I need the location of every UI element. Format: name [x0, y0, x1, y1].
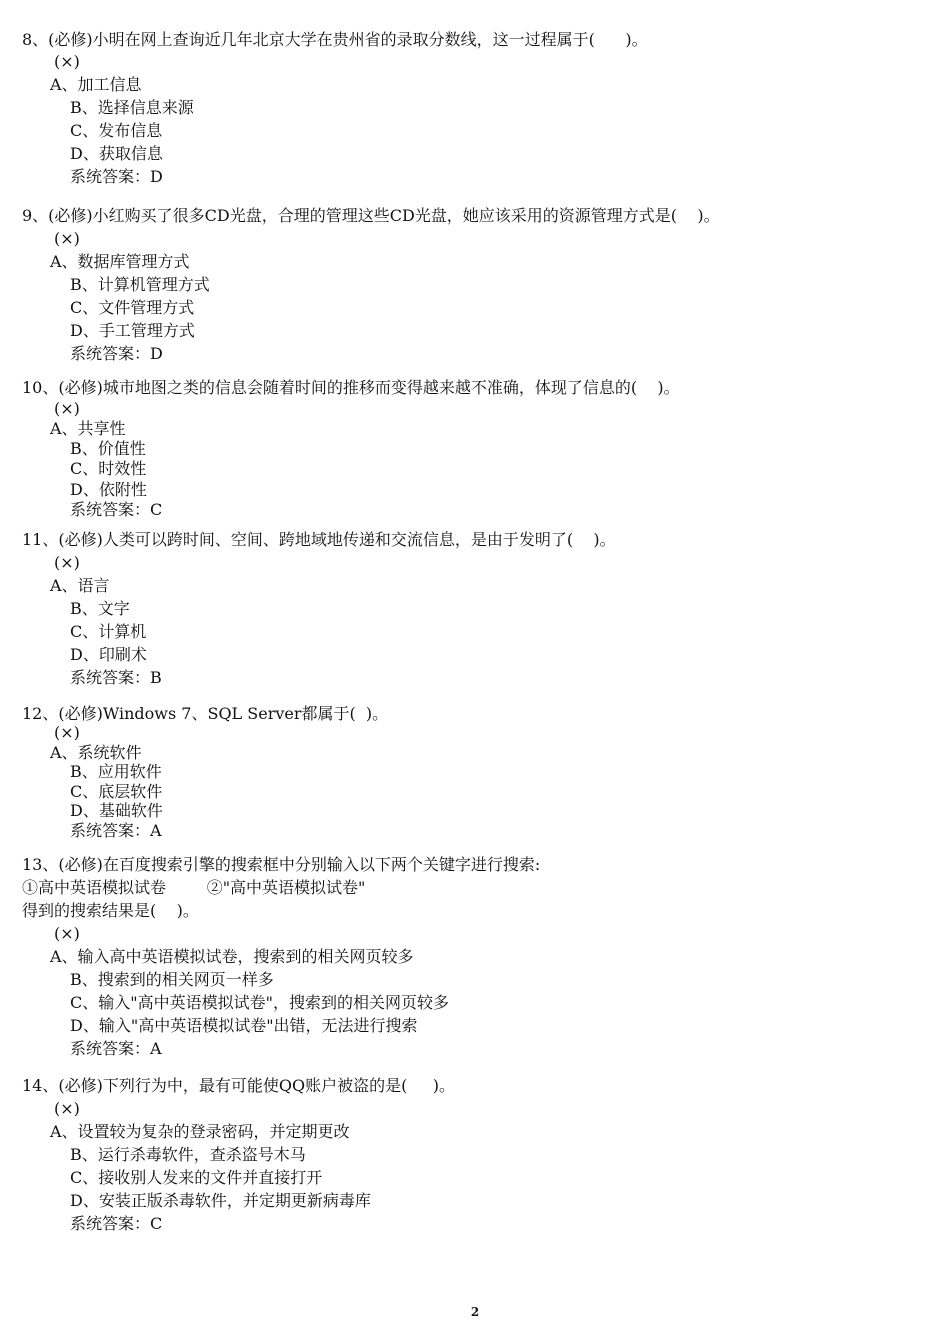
- option-d: D、印刷术: [70, 645, 147, 664]
- wrong-mark: (×): [54, 52, 80, 71]
- wrong-mark: (×): [54, 924, 80, 943]
- option-a: A、系统软件: [50, 743, 142, 762]
- option-a: A、设置较为复杂的登录密码，并定期更改: [50, 1122, 350, 1141]
- page-number: 2: [470, 1305, 480, 1319]
- option-c: C、底层软件: [70, 782, 163, 801]
- option-b: B、搜索到的相关网页一样多: [70, 970, 274, 989]
- option-c: C、文件管理方式: [70, 298, 195, 317]
- wrong-mark: (×): [54, 723, 80, 742]
- system-answer: 系统答案：C: [70, 1214, 163, 1233]
- system-answer: 系统答案：C: [70, 500, 163, 519]
- option-a: A、语言: [50, 576, 110, 595]
- option-a: A、数据库管理方式: [50, 252, 190, 271]
- question-title: 13、(必修)在百度搜索引擎的搜索框中分别输入以下两个关键字进行搜索:: [22, 855, 541, 874]
- question-title: 11、(必修)人类可以跨时间、空间、跨地域地传递和交流信息，是由于发明了( )。: [22, 530, 616, 549]
- option-c: C、发布信息: [70, 121, 163, 140]
- question-title: 10、(必修)城市地图之类的信息会随着时间的推移而变得越来越不准确，体现了信息的( )。: [22, 378, 680, 397]
- option-c: C、输入"高中英语模拟试卷"，搜索到的相关网页较多: [70, 993, 449, 1012]
- question-title: 9、(必修)小红购买了很多CD光盘，合理的管理这些CD光盘，她应该采用的资源管理方式是( )。: [22, 206, 720, 225]
- question-title: 8、(必修)小明在网上查询近几年北京大学在贵州省的录取分数线，这一过程属于( )。: [22, 30, 648, 49]
- system-answer: 系统答案：A: [70, 821, 162, 840]
- option-d: D、依附性: [70, 480, 147, 499]
- option-c: C、计算机: [70, 622, 147, 641]
- wrong-mark: (×): [54, 553, 80, 572]
- wrong-mark: (×): [54, 399, 80, 418]
- option-b: B、计算机管理方式: [70, 275, 210, 294]
- wrong-mark: (×): [54, 1099, 80, 1118]
- question-title: 14、(必修)下列行为中，最有可能使QQ账户被盗的是( )。: [22, 1076, 455, 1095]
- option-c: C、接收别人发来的文件并直接打开: [70, 1168, 323, 1187]
- option-a: A、输入高中英语模拟试卷，搜索到的相关网页较多: [50, 947, 414, 966]
- system-answer: 系统答案：D: [70, 344, 163, 363]
- question-prompt: 得到的搜索结果是( )。: [22, 901, 199, 920]
- wrong-mark: (×): [54, 229, 80, 248]
- option-c: C、时效性: [70, 459, 147, 478]
- option-b: B、价值性: [70, 439, 146, 458]
- option-b: B、运行杀毒软件，查杀盗号木马: [70, 1145, 306, 1164]
- option-a: A、共享性: [50, 419, 126, 438]
- question-keywords: ①高中英语模拟试卷 ②"高中英语模拟试卷": [22, 878, 366, 897]
- option-b: B、应用软件: [70, 762, 162, 781]
- option-a: A、加工信息: [50, 75, 142, 94]
- system-answer: 系统答案：D: [70, 167, 163, 186]
- system-answer: 系统答案：A: [70, 1039, 162, 1058]
- system-answer: 系统答案：B: [70, 668, 162, 687]
- question-title: 12、(必修)Windows 7、SQL Server都属于( )。: [22, 704, 389, 723]
- option-d: D、基础软件: [70, 801, 163, 820]
- option-b: B、文字: [70, 599, 130, 618]
- option-b: B、选择信息来源: [70, 98, 194, 117]
- option-d: D、输入"高中英语模拟试卷"出错，无法进行搜索: [70, 1016, 418, 1035]
- option-d: D、手工管理方式: [70, 321, 195, 340]
- option-d: D、安装正版杀毒软件，并定期更新病毒库: [70, 1191, 371, 1210]
- option-d: D、获取信息: [70, 144, 163, 163]
